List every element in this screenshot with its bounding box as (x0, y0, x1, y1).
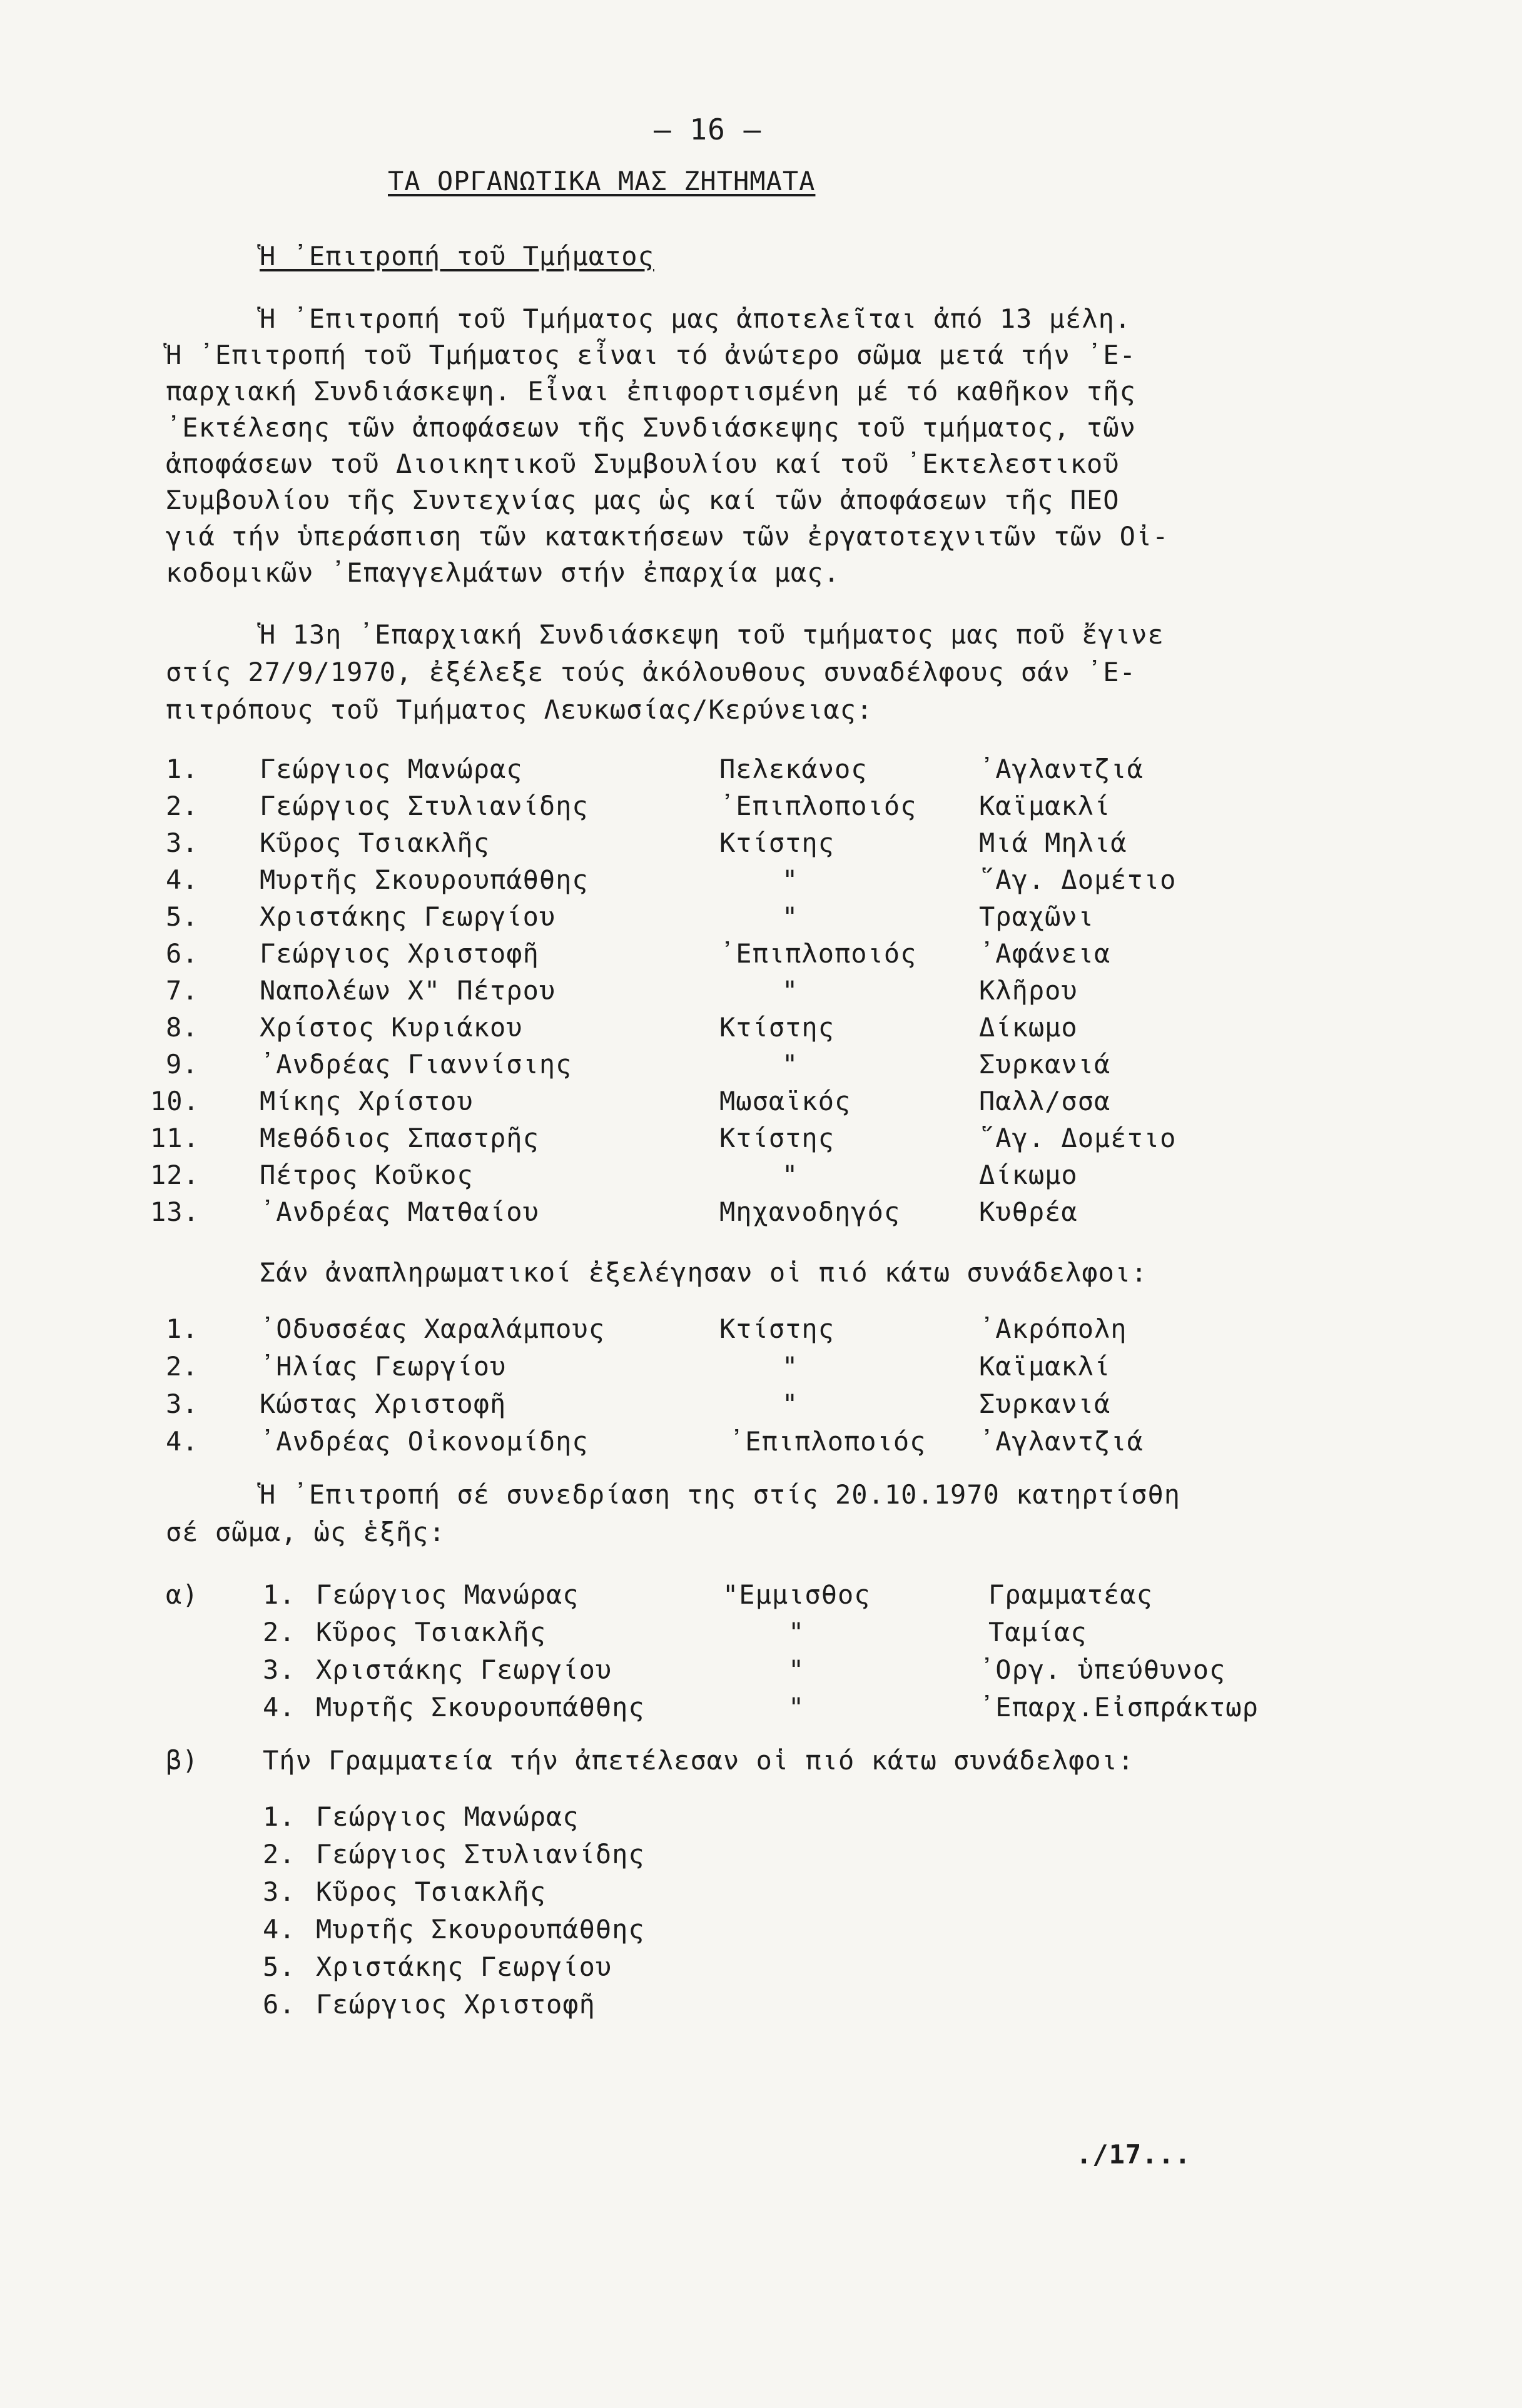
member-trade: ᾿Επιπλοποιός (719, 791, 917, 821)
row-number: 4. (166, 1426, 199, 1457)
row-number: 1. (263, 1801, 296, 1832)
member-trade: " (782, 1389, 799, 1419)
member-village: ᾿Αγλαντζιά (979, 1426, 1144, 1457)
session-line: σέ σῶμα, ὡς ἑξῆς: (166, 1517, 445, 1547)
row-number: 13. (150, 1196, 200, 1227)
member-village: Παλλ/σσα (979, 1086, 1111, 1116)
row-number: 11. (150, 1123, 200, 1153)
officer-role: ᾿Επαρχ.Εἰσπράκτωρ (979, 1692, 1259, 1723)
member-village: ᾿Αφάνεια (979, 938, 1111, 969)
row-number: 1. (166, 1313, 199, 1344)
election-line: Ἡ 13η ᾿Επαρχιακή Συνδιάσκεψη τοῦ τμήματος μας ποῦ ἔγινε (260, 619, 1164, 650)
member-village: ᾿Ακρόπολη (979, 1313, 1127, 1344)
officer-name: Κῦρος Τσιακλῆς (316, 1617, 547, 1647)
election-line: στίς 27/9/1970, ἐξέλεξε τούς ἀκόλουθους συναδέλφους σάν ᾿Ε- (166, 657, 1136, 687)
intro-line: ἀποφάσεων τοῦ Διοικητικοῦ Συμβουλίου καί τοῦ ᾿Εκτελεστικοῦ (166, 448, 1120, 479)
member-trade: " (782, 901, 799, 932)
page-number: – 16 – (654, 113, 762, 146)
session-line: Ἡ ᾿Επιτροπή σέ συνεδρίαση της στίς 20.10.1970 κατηρτίσθη (260, 1479, 1181, 1510)
page-title: ΤΑ ΟΡΓΑΝΩΤΙΚΑ ΜΑΣ ΖΗΤΗΜΑΤΑ (388, 166, 816, 196)
officer-name: Γεώργιος Μανώρας (316, 1579, 579, 1610)
member-trade: Κτίστης (719, 1123, 835, 1153)
member-name: Γεώργιος Μανώρας (260, 754, 523, 784)
member-name: ᾿Οδυσσέας Χαραλάμπους (260, 1313, 606, 1344)
row-number: 3. (166, 827, 199, 858)
row-number: 10. (150, 1086, 200, 1116)
secretariat-intro: Τήν Γραμματεία τήν ἀπετέλεσαν οἱ πιό κάτω συνάδελφοι: (263, 1745, 1135, 1776)
row-number: 5. (263, 1951, 296, 1982)
row-number: 6. (166, 938, 199, 969)
member-village: Κλῆρου (979, 975, 1078, 1006)
row-number: 9. (166, 1049, 199, 1080)
member-village: Δίκωμο (979, 1012, 1078, 1043)
member-trade: Κτίστης (719, 1012, 835, 1043)
intro-line: κοδομικῶν ᾿Επαγγελμάτων στήν ἐπαρχία μας. (166, 557, 840, 588)
member-village: Δίκωμο (979, 1160, 1078, 1190)
secretariat-name: Κῦρος Τσιακλῆς (316, 1876, 547, 1907)
member-village: Καϊμακλί (979, 1351, 1111, 1382)
officer-role: ᾿Οργ. ὑπεύθυνος (979, 1654, 1226, 1685)
member-village: Συρκανιά (979, 1049, 1111, 1080)
substitutes-intro: Σάν ἀναπληρωματικοί ἐξελέγησαν οἱ πιό κάτω συνάδελφοι: (260, 1257, 1148, 1288)
row-number: 6. (263, 1989, 296, 2020)
officer-status: " (788, 1654, 805, 1685)
officer-role: Γραμματέας (988, 1579, 1153, 1610)
officer-status: " (788, 1692, 805, 1723)
member-trade: " (782, 1160, 799, 1190)
row-number: 8. (166, 1012, 199, 1043)
member-name: ᾿Ανδρέας Οἰκονομίδης (260, 1426, 589, 1457)
member-name: Χριστάκης Γεωργίου (260, 901, 556, 932)
member-name: ᾿Ηλίας Γεωργίου (260, 1351, 507, 1382)
member-trade: " (782, 1351, 799, 1382)
row-number: 3. (263, 1654, 296, 1685)
next-page-marker: ./17... (1076, 2139, 1192, 2170)
row-number: 1. (263, 1579, 296, 1610)
member-trade: ᾿Επιπλοποιός (719, 938, 917, 969)
officer-name: Χριστάκης Γεωργίου (316, 1654, 612, 1685)
member-village: Καϊμακλί (979, 791, 1111, 821)
member-village: Τραχῶνι (979, 901, 1095, 932)
secretariat-name: Γεώργιος Χριστοφῆ (316, 1989, 596, 2020)
member-name: Μυρτῆς Σκουρουπάθθης (260, 864, 589, 895)
section-a-label: α) (166, 1579, 199, 1610)
member-trade: Μηχανοδηγός (719, 1196, 901, 1227)
row-number: 3. (263, 1876, 296, 1907)
member-village: ῞Αγ. Δομέτιο (979, 864, 1177, 895)
row-number: 2. (263, 1617, 296, 1647)
election-line: πιτρόπους τοῦ Τμήματος Λευκωσίας/Κερύνειας: (166, 694, 873, 725)
intro-line: γιά τήν ὑπεράσπιση τῶν κατακτήσεων τῶν ἐργατοτεχνιτῶν τῶν Οἰ- (166, 521, 1169, 552)
member-trade: Κτίστης (719, 1313, 835, 1344)
member-trade: " (782, 1049, 799, 1080)
secretariat-name: Γεώργιος Μανώρας (316, 1801, 579, 1832)
member-name: Ναπολέων Χ" Πέτρου (260, 975, 556, 1006)
member-trade: " (782, 864, 799, 895)
row-number: 4. (263, 1914, 296, 1945)
member-village: Συρκανιά (979, 1389, 1111, 1419)
row-number: 4. (166, 864, 199, 895)
row-number: 4. (263, 1692, 296, 1723)
member-trade: Κτίστης (719, 827, 835, 858)
secretariat-name: Μυρτῆς Σκουρουπάθθης (316, 1914, 645, 1945)
row-number: 2. (263, 1839, 296, 1869)
intro-line: Συμβουλίου τῆς Συντεχνίας μας ὡς καί τῶν ἀποφάσεων τῆς ΠΕΟ (166, 485, 1120, 515)
member-name: Μεθόδιος Σπαστρῆς (260, 1123, 539, 1153)
row-number: 1. (166, 754, 199, 784)
row-number: 5. (166, 901, 199, 932)
member-name: Πέτρος Κοῦκος (260, 1160, 474, 1190)
member-name: Γεώργιος Στυλιανίδης (260, 791, 589, 821)
row-number: 2. (166, 1351, 199, 1382)
row-number: 7. (166, 975, 199, 1006)
member-name: Χρίστος Κυριάκου (260, 1012, 523, 1043)
member-trade: Μωσαϊκός (719, 1086, 851, 1116)
secretariat-name: Γεώργιος Στυλιανίδης (316, 1839, 645, 1869)
member-village: Κυθρέα (979, 1196, 1078, 1227)
member-village: Μιά Μηλιά (979, 827, 1127, 858)
intro-line: Ἡ ᾿Επιτροπή τοῦ Τμήματος εἶναι τό ἀνώτερο σῶμα μετά τήν ᾿Ε- (166, 340, 1136, 370)
intro-line: ᾿Εκτέλεσης τῶν ἀποφάσεων τῆς Συνδιάσκεψης τοῦ τμήματος, τῶν (166, 412, 1136, 443)
member-name: Κώστας Χριστοφῆ (260, 1389, 507, 1419)
member-name: Μίκης Χρίστου (260, 1086, 474, 1116)
member-village: ῞Αγ. Δομέτιο (979, 1123, 1177, 1153)
secretariat-name: Χριστάκης Γεωργίου (316, 1951, 612, 1982)
member-name: Κῦρος Τσιακλῆς (260, 827, 490, 858)
member-trade: ᾿Επιπλοποιός (729, 1426, 926, 1457)
member-name: ᾿Ανδρέας Γιαννίσιης (260, 1049, 572, 1080)
officer-name: Μυρτῆς Σκουρουπάθθης (316, 1692, 645, 1723)
officer-status: "Εμμισθος (723, 1579, 871, 1610)
intro-line: παρχιακή Συνδιάσκεψη. Εἶναι ἐπιφορτισμένη μέ τό καθῆκον τῆς (166, 376, 1136, 407)
member-trade: " (782, 975, 799, 1006)
member-name: ᾿Ανδρέας Ματθαίου (260, 1196, 539, 1227)
officer-status: " (788, 1617, 805, 1647)
section-heading: Ἡ ᾿Επιτροπή τοῦ Τμήματος (260, 241, 654, 271)
row-number: 2. (166, 791, 199, 821)
member-trade: Πελεκάνος (719, 754, 868, 784)
row-number: 12. (150, 1160, 200, 1190)
row-number: 3. (166, 1389, 199, 1419)
intro-line: Ἡ ᾿Επιτροπή τοῦ Τμήματος μας ἀποτελεῖται ἀπό 13 μέλη. (260, 303, 1132, 334)
section-b-label: β) (166, 1745, 199, 1776)
member-village: ᾿Αγλαντζιά (979, 754, 1144, 784)
member-name: Γεώργιος Χριστοφῆ (260, 938, 539, 969)
officer-role: Ταμίας (988, 1617, 1087, 1647)
